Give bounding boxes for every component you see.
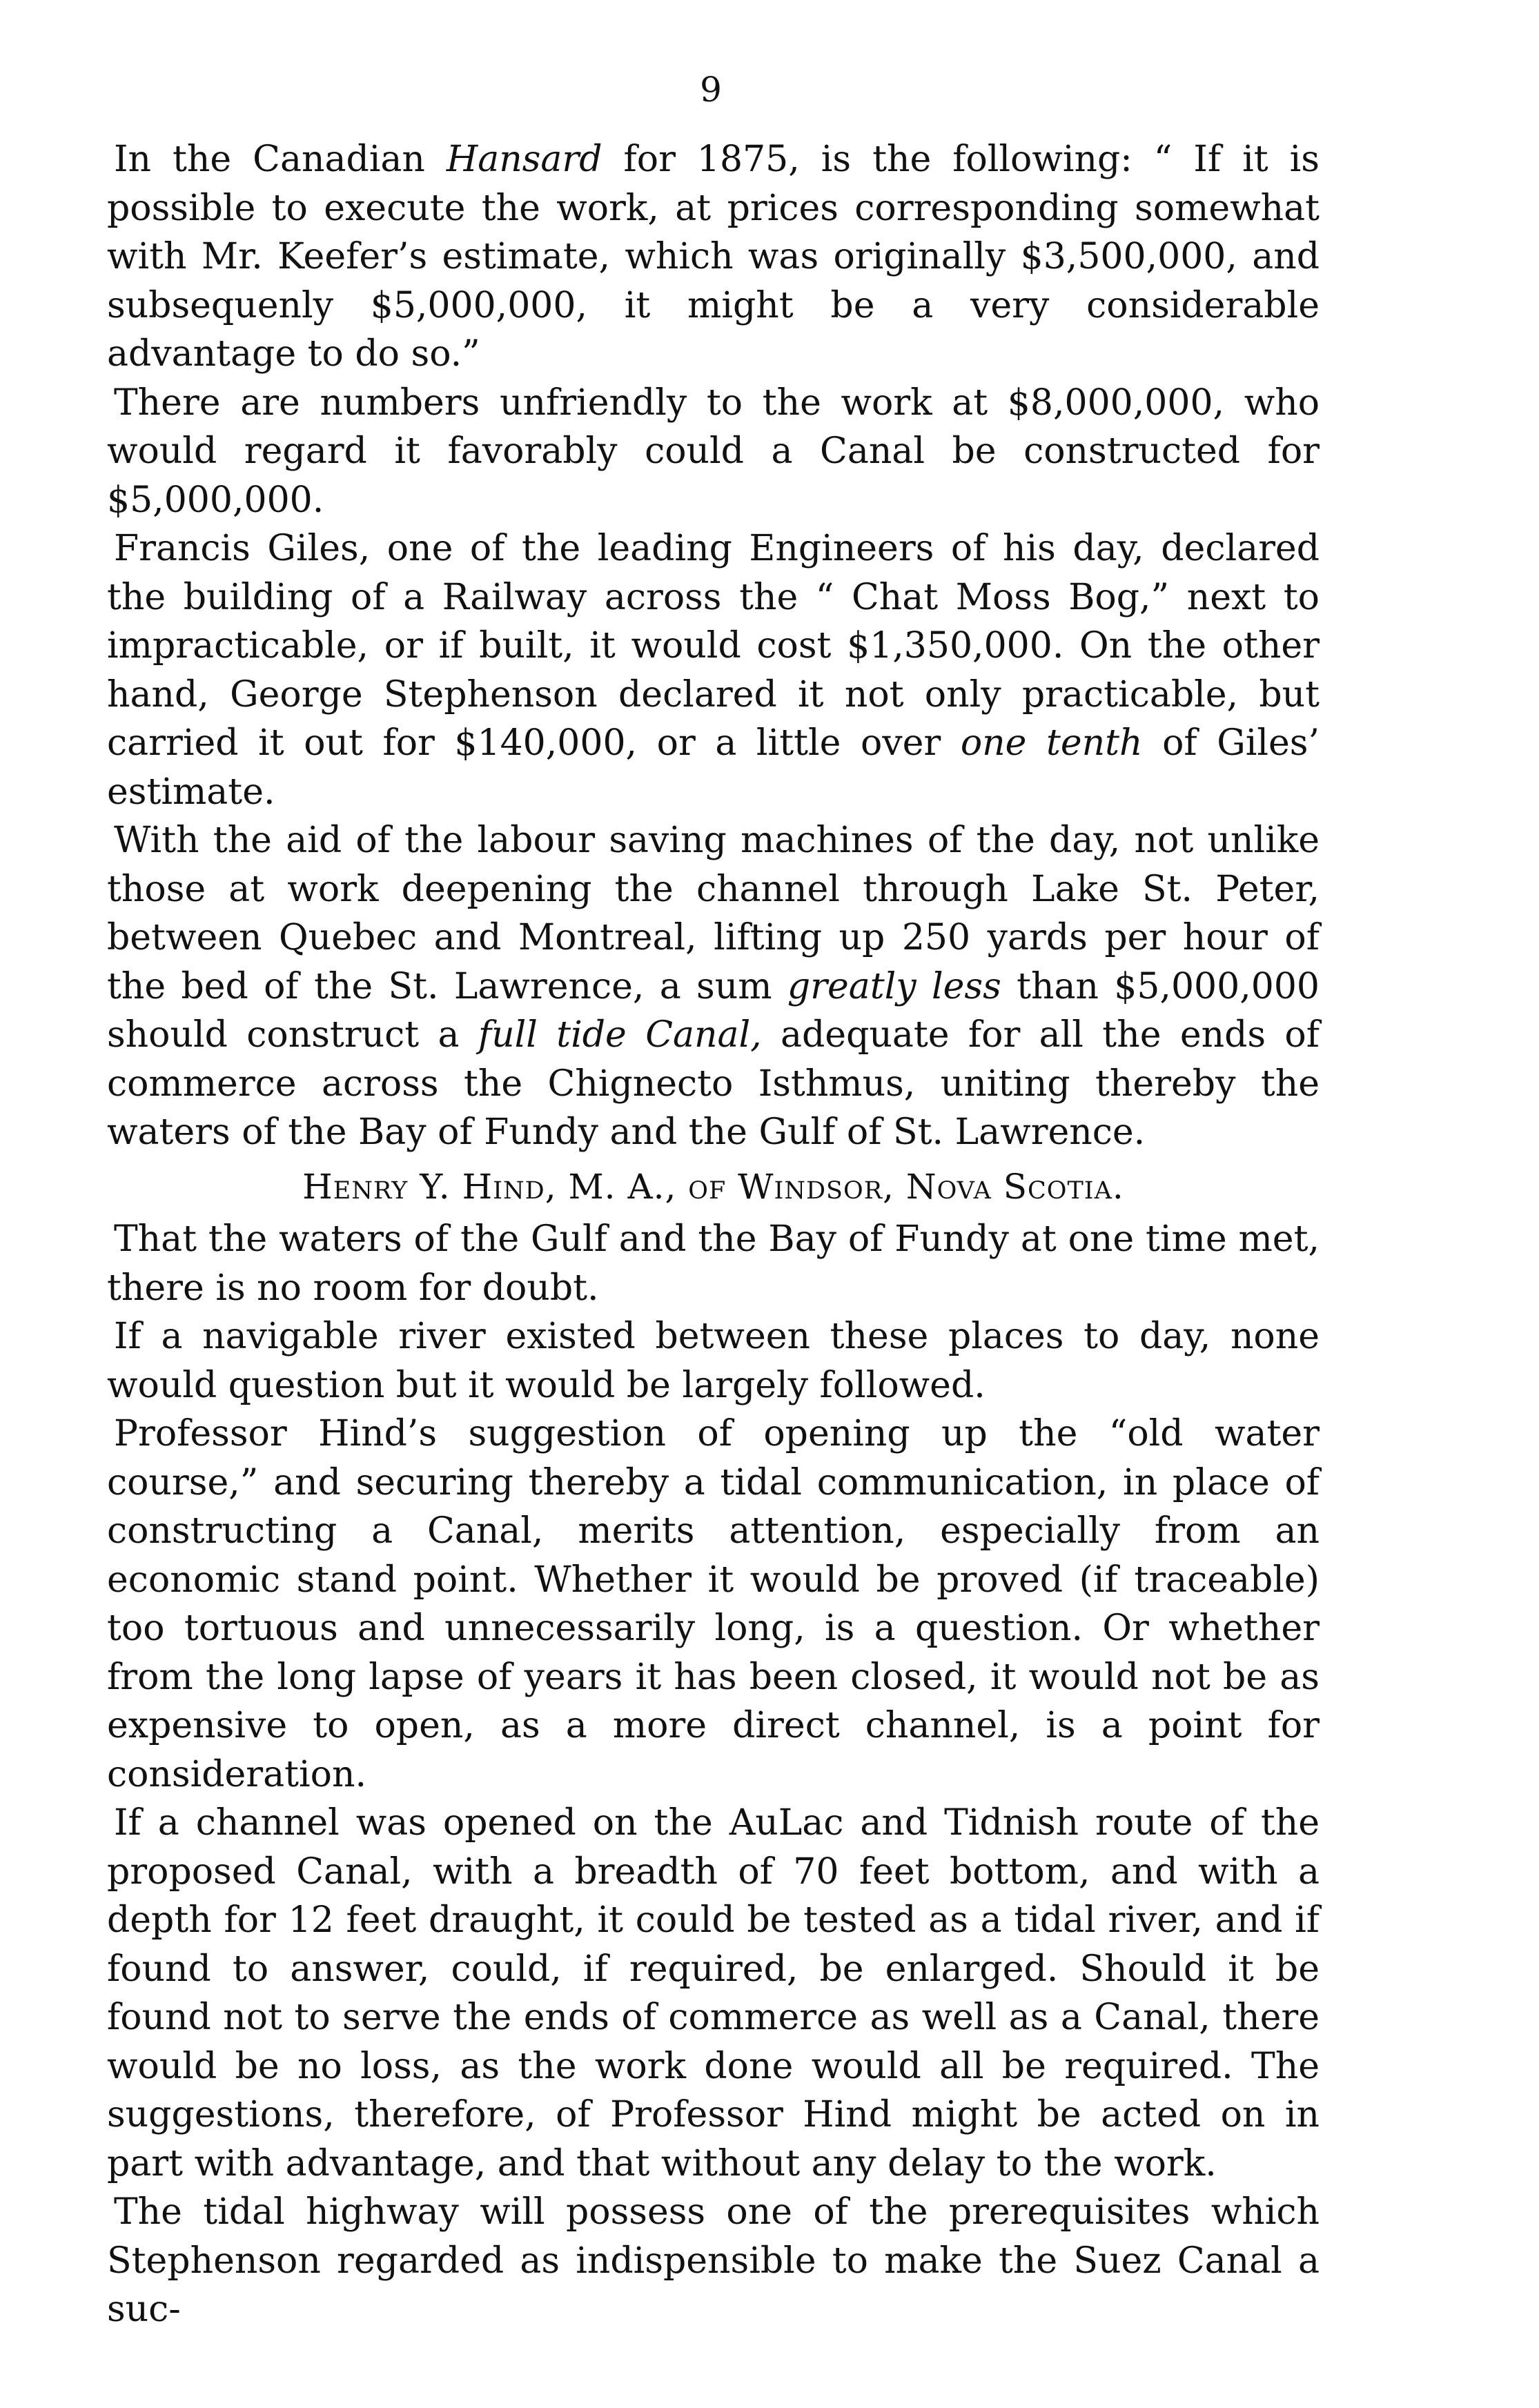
paragraph-hansard: In the Canadian Hansard for 1875, is the following: “ If it is possible to execute the work, at prices corresponding somewhat with Mr. Keefer’s estimate, which was originally $3,500,000, and subsequenly $5,000,000, it might be a very considerable advantage to do so.” xyxy=(107,139,1320,375)
paragraph-aulac-tidnish: If a channel was opened on the AuLac and Tidnish route of the proposed Canal, with a breadth of 70 feet bottom, and with a depth for 12 feet draught, it could be tested as a tidal river, and if found to answer, could, if required, be enlarged. Should it be found not to serve the ends of commerce as well as a Canal, there would be no loss, as the work done would all be required. The suggestions, therefore, of Professor Hind might be acted on in part with advantage, and that without any delay to the work. xyxy=(107,1802,1320,2184)
page-number: 9 xyxy=(700,70,722,110)
paragraph-navigable-river: If a navigable river existed between these places to day, none would question but it would be largely followed. xyxy=(107,1316,1320,1406)
paragraph-giles: Francis Giles, one of the leading Engineers of his day, declared the building of a Railway across the “ Chat Moss Bog,” next to impracticable, or if built, it would cost $1,350,000. On the other hand, George Stephenson declared it not only practicable, but carried it out for $140,000, or a little over one tenth of Giles’ estimate. xyxy=(107,528,1320,813)
section-heading: Henry Y. Hind, M. A., of Windsor, Nova Scotia. xyxy=(302,1166,1124,1207)
paragraph-tidal-highway: The tidal highway will possess one of the prerequisites which Stephenson regarded as indispensible to make the Suez Canal a suc- xyxy=(107,2191,1320,2330)
paragraph-unfriendly: There are numbers unfriendly to the work at $8,000,000, who would regard it favorably could a Canal be constructed for $5,000,000. xyxy=(107,382,1320,521)
body-text xyxy=(107,135,1320,2334)
paragraph-waters-met: That the waters of the Gulf and the Bay of Fundy at one time met, there is no room for doubt. xyxy=(107,1218,1320,1309)
paragraph-labour-saving: With the aid of the labour saving machines of the day, not unlike those at work deepening the channel through Lake St. Peter, between Quebec and Montreal, lifting up 250 yards per hour of the bed of the St. Lawrence, a sum greatly less than $5,000,000 should construct a full tide Canal, adequate for all the ends of commerce across the Chignecto Isthmus, uniting thereby the waters of the Bay of Fundy and the Gulf of St. Lawrence. xyxy=(107,820,1320,1153)
paragraph-hind-suggestion: Professor Hind’s suggestion of opening up the “old water course,” and securing thereby a tidal communication, in place of constructing a Canal, merits attention, especially from an economic stand point. Whether it would be proved (if traceable) too tortuous and unnecessarily long, is a question. Or whether from the long lapse of years it has been closed, it would not be as expensive to open, as a more direct channel, is a point for consideration. xyxy=(107,1413,1320,1795)
